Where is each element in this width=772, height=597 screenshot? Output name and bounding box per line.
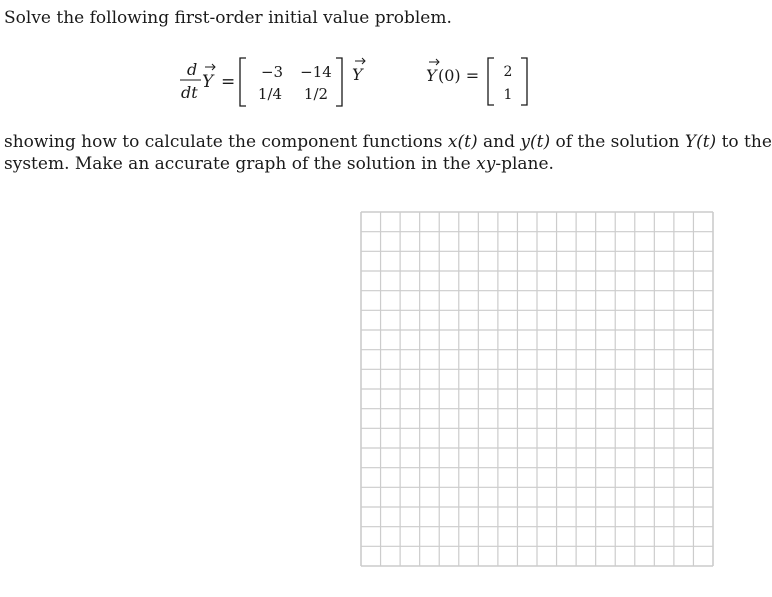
instructions-text: and bbox=[477, 132, 521, 152]
matrix-left-bracket bbox=[240, 58, 246, 106]
matrix-a21: 1/4 bbox=[257, 85, 283, 103]
vector-arrow-icon bbox=[429, 59, 439, 65]
vector-arrow-icon bbox=[355, 58, 365, 64]
problem-intro: Solve the following first-order initial value problem. bbox=[4, 8, 452, 28]
instructions-line-1 bbox=[4, 131, 772, 153]
graph-paper[interactable] bbox=[360, 211, 714, 567]
matrix-a22: 1/2 bbox=[303, 85, 329, 103]
solution-vector: Y(t) bbox=[684, 132, 717, 152]
instructions-text: showing how to calculate the component functions bbox=[4, 132, 448, 152]
y-of-t: y(t) bbox=[520, 132, 551, 152]
x-of-t: x(t) bbox=[447, 132, 478, 152]
ivp-equation bbox=[0, 0, 761, 120]
instructions-text: system. Make an accurate graph of the solution in the bbox=[4, 154, 477, 174]
instructions-text: -plane. bbox=[495, 154, 554, 174]
matrix-a11: −3 bbox=[260, 63, 284, 81]
derivative-denominator: dt bbox=[181, 83, 198, 102]
matrix-right-bracket bbox=[336, 58, 342, 106]
initial-condition-label: (0) = bbox=[438, 66, 480, 85]
vector-y-initial: Y bbox=[426, 66, 437, 85]
matrix-a12: −14 bbox=[300, 63, 332, 81]
vector-arrow-icon bbox=[205, 64, 215, 70]
initial-left-bracket bbox=[488, 58, 494, 105]
equals-sign: = bbox=[221, 72, 236, 92]
initial-x0: 2 bbox=[503, 64, 513, 80]
vector-y-rhs: Y bbox=[352, 65, 363, 84]
initial-right-bracket bbox=[521, 58, 527, 105]
instructions-line-2 bbox=[4, 153, 744, 175]
vector-y-lhs: Y bbox=[202, 72, 214, 92]
initial-y0: 1 bbox=[503, 87, 513, 103]
grid-lines bbox=[361, 212, 713, 566]
instructions-paragraph bbox=[4, 131, 772, 175]
instructions-text: of the solution bbox=[550, 132, 685, 152]
xy-label: xy bbox=[476, 154, 496, 174]
derivative-numerator: d bbox=[187, 60, 198, 79]
instructions-text: to the bbox=[716, 132, 772, 152]
